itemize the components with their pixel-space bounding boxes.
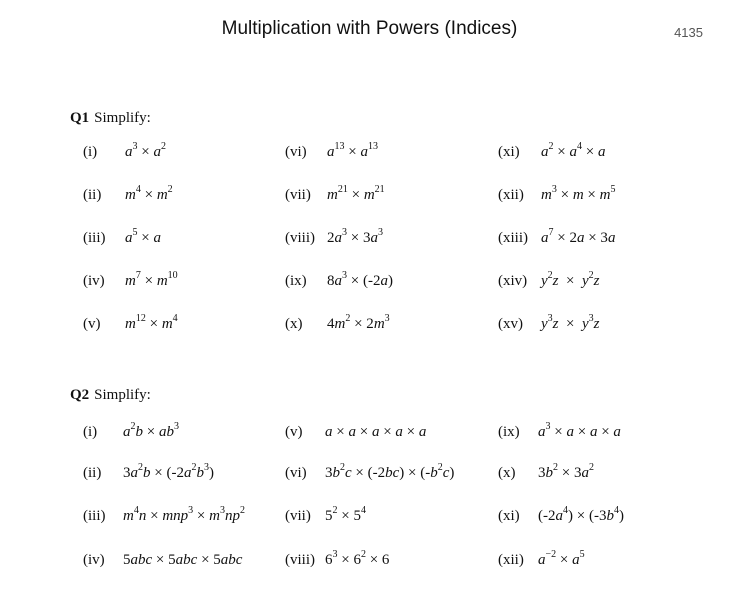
q1-item	[285, 227, 383, 247]
q1-item	[83, 184, 173, 204]
q2-item-label: (vi)	[285, 465, 307, 481]
q2-item-expression: $3a^2b \times (-2a^2b^3)$	[123, 462, 214, 481]
q2-item-expression: a × a × a × a × a	[325, 424, 427, 440]
q2-item	[83, 552, 243, 569]
q1-item	[83, 313, 178, 333]
q1-item-label: (i)	[83, 144, 98, 160]
q2-item-expression: $(-2a^4) \times (-3b^4)$	[538, 505, 624, 524]
q2-item-label: (viii)	[285, 552, 315, 568]
page-title: Multiplication with Powers (Indices)	[221, 18, 518, 39]
q1-item-expression: $a^7 \times 2a \times 3a$	[541, 227, 616, 246]
q2-item-expression: $5^2 \times 5^4$	[325, 505, 366, 524]
q2-item-label: (vii)	[285, 508, 311, 524]
worksheet-code: 4135	[674, 25, 703, 40]
q1-item-label: (xiii)	[498, 230, 528, 246]
q1-item	[498, 313, 600, 333]
q2-item	[498, 462, 594, 482]
q2-item-expression: $6^3 \times 6^2 \times 6$	[325, 549, 390, 568]
q1-item-label: (xiv)	[498, 273, 528, 289]
q1-item-expression: $8a^3 \times (-2a)$	[327, 270, 393, 289]
q2-item	[83, 421, 179, 441]
q1-item	[498, 184, 616, 204]
q1-item-label: (iv)	[83, 273, 105, 289]
q2-item-label: (i)	[83, 424, 98, 440]
q2-item-label: (ix)	[498, 424, 520, 440]
q2-heading	[70, 387, 151, 404]
q1-item	[285, 141, 378, 161]
q2-item	[285, 505, 366, 525]
q1-item-expression: $m^{21} \times m^{21}$	[327, 184, 385, 203]
q1-heading	[70, 110, 151, 127]
q2-item-expression: $3b^2 \times 3a^2$	[538, 462, 594, 481]
q2-item	[498, 549, 585, 569]
q2-item-expression: $a^2b \times ab^3$	[123, 421, 179, 440]
q2-item-expression: $m^4n \times mnp^3 \times m^3np^2$	[123, 505, 245, 524]
q1-item-expression: $a^2 \times a^4 \times a$	[541, 141, 606, 160]
q2-item-label: (iv)	[83, 552, 105, 568]
q1-item	[285, 184, 385, 204]
q1-item-expression: $a^3 \times a^2$	[125, 141, 166, 160]
q1-item-expression: $a^5 \times a$	[125, 227, 161, 246]
q1-item-label: (viii)	[285, 230, 315, 246]
q1-item-expression: $y^3z \times y^3z$	[541, 313, 600, 332]
q1-item-expression: $m^{12} \times m^4$	[125, 313, 178, 332]
q1-item-label: (ix)	[285, 273, 307, 289]
q1-item	[498, 141, 606, 161]
q1-number: Q1	[70, 110, 90, 126]
q2-item-expression: $a^{-2} \times a^5$	[538, 549, 585, 568]
q1-item-expression: $4m^2 \times 2m^3$	[327, 313, 390, 332]
q2-item	[83, 505, 245, 525]
q1-item-label: (vi)	[285, 144, 307, 160]
q2-item	[498, 505, 624, 525]
q2-item-label: (ii)	[83, 465, 102, 481]
q1-item-label: (xv)	[498, 316, 523, 332]
q1-item	[498, 227, 616, 247]
q2-item-label: (v)	[285, 424, 303, 440]
q1-item-expression: $a^{13} \times a^{13}$	[327, 141, 378, 160]
q1-item-label: (xi)	[498, 144, 520, 160]
q2-instruction: Simplify:	[94, 387, 151, 403]
q2-item	[83, 462, 214, 482]
q1-item-expression: $2a^3 \times 3a^3$	[327, 227, 383, 246]
q1-item	[83, 141, 166, 161]
q2-number: Q2	[70, 387, 90, 403]
q2-item-label: (xi)	[498, 508, 520, 524]
q1-item	[83, 227, 161, 247]
q1-item-expression: $y^2z \times y^2z$	[541, 270, 600, 289]
q1-instruction: Simplify:	[94, 110, 151, 126]
q2-item-label: (xii)	[498, 552, 524, 568]
q1-item	[285, 270, 393, 290]
q2-item	[285, 462, 455, 482]
q1-item-expression: $m^7 \times m^{10}$	[125, 270, 178, 289]
q1-item-expression: $m^3 \times m \times m^5$	[541, 184, 616, 203]
q1-item-label: (xii)	[498, 187, 524, 203]
q2-item-expression: 5abc × 5abc × 5abc	[123, 552, 243, 568]
q2-item	[285, 424, 427, 441]
q1-item	[83, 270, 178, 290]
q1-item	[285, 313, 390, 333]
q1-item-label: (v)	[83, 316, 101, 332]
q1-item	[498, 270, 600, 290]
q1-item-label: (iii)	[83, 230, 106, 246]
q2-item	[285, 549, 390, 569]
q2-item-label: (iii)	[83, 508, 106, 524]
q1-item-label: (ii)	[83, 187, 102, 203]
q2-item-label: (x)	[498, 465, 516, 481]
q2-item-expression: $3b^2c \times (-2bc) \times (-b^2c)$	[325, 462, 455, 481]
q1-item-label: (x)	[285, 316, 303, 332]
q1-item-expression: $m^4 \times m^2$	[125, 184, 173, 203]
q1-item-label: (vii)	[285, 187, 311, 203]
q2-item-expression: $a^3 \times a \times a \times a$	[538, 421, 621, 440]
q2-item	[498, 421, 621, 441]
